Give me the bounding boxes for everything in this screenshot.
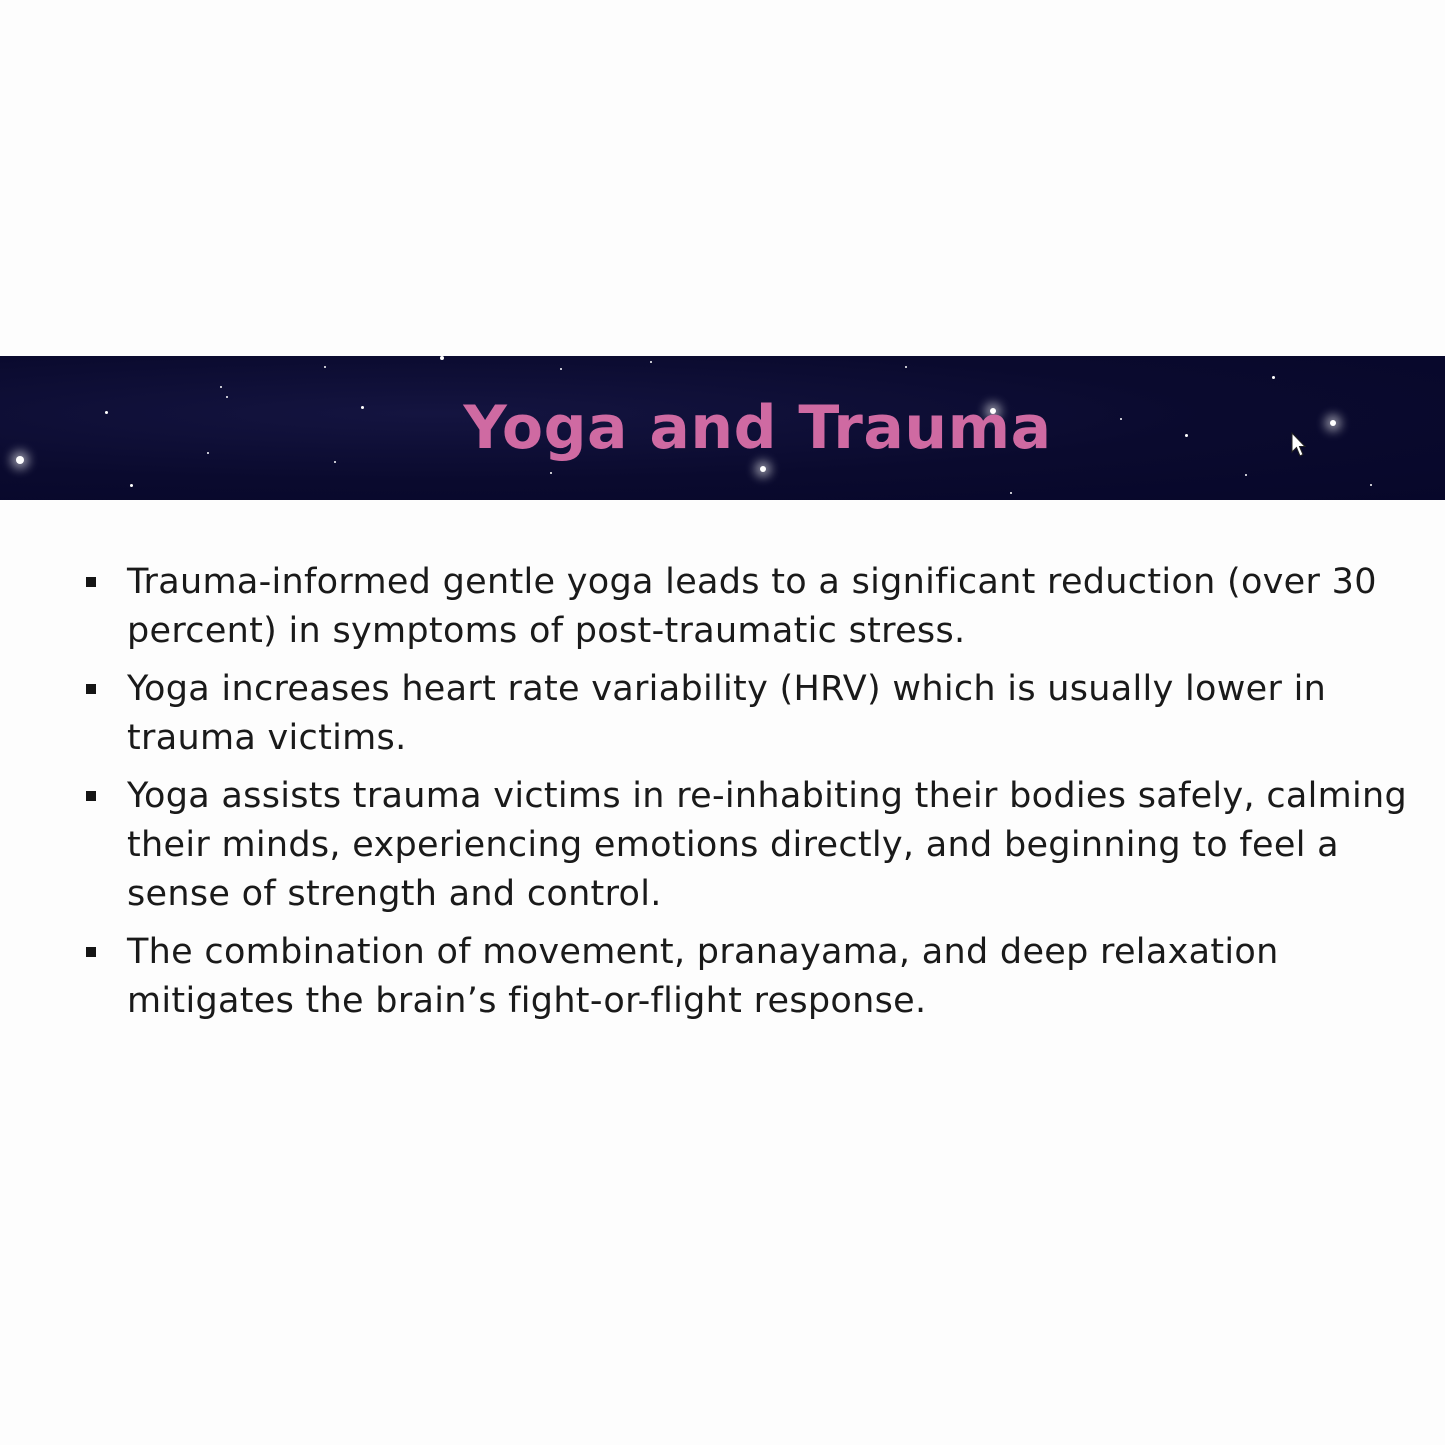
mouse-pointer-icon xyxy=(1291,432,1307,458)
bullet-list xyxy=(0,558,1445,1035)
list-item xyxy=(0,665,1445,763)
square-bullet-icon xyxy=(86,684,96,694)
slide-title: Yoga and Trauma xyxy=(463,393,1052,463)
title-banner xyxy=(0,356,1445,500)
bullet-text: The combination of movement, pranayama, and deep relaxation mitigates the brain’s fight-or-flight response. xyxy=(127,932,1279,1021)
list-item xyxy=(0,928,1445,1026)
square-bullet-icon xyxy=(86,791,96,801)
bullet-text: Trauma-informed gentle yoga leads to a significant reduction (over 30 percent) in symptoms of post-traumatic stress. xyxy=(127,562,1377,651)
list-item xyxy=(0,558,1445,656)
bullet-text: Yoga assists trauma victims in re-inhabiting their bodies safely, calming their minds, experiencing emotions directly, and beginning to feel a sense of strength and control. xyxy=(127,776,1408,914)
bullet-text: Yoga increases heart rate variability (HRV) which is usually lower in trauma victims. xyxy=(127,669,1327,758)
list-item xyxy=(0,772,1445,919)
square-bullet-icon xyxy=(86,577,96,587)
square-bullet-icon xyxy=(86,947,96,957)
